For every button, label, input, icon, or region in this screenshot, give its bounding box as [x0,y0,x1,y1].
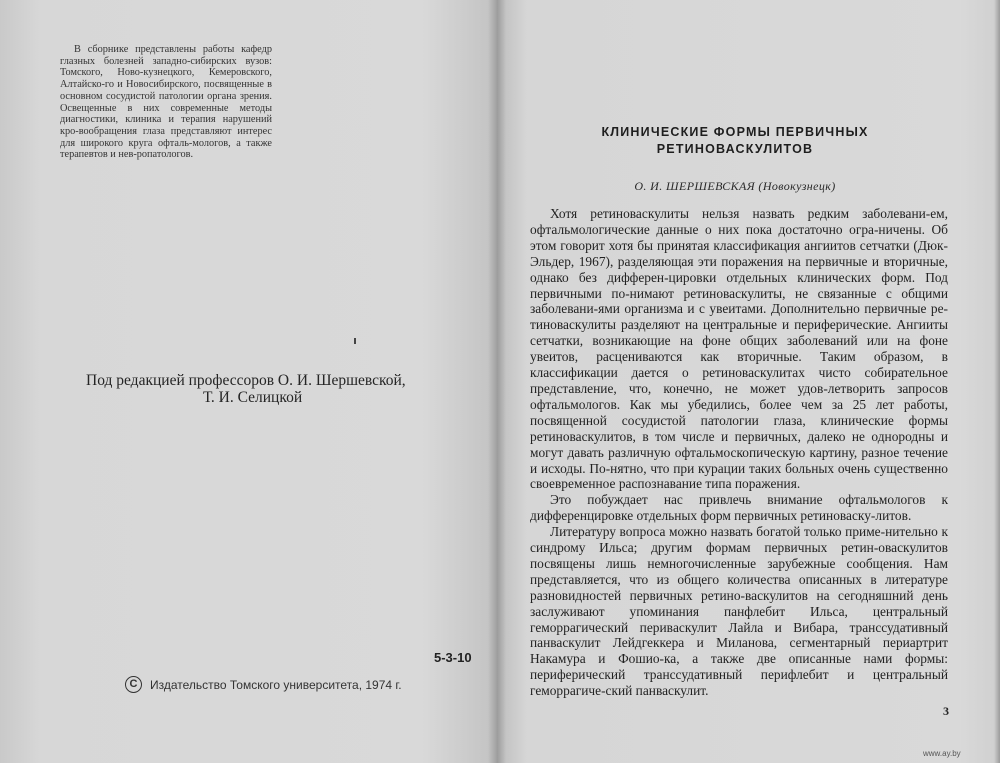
print-speck [354,338,356,344]
body-paragraph-2: Это побуждает нас привлечь внимание офтальмологов к дифференцировке отдельных форм первичных ретиноваску-литов. [530,492,948,524]
book-annotation: В сборнике представлены работы кафедр глазных болезней западно-сибирских вузов: Томского, Ново-кузнецкого, Кемеровского, Алтайско-го и Новосибирского, посвященные в основном сосудистой патологии органа зрения. Освещенные в них современные методы диагностики, клиника и терапия нарушений кро-вообращения глаза представляют интерес для широкого круга офталь-мологов, а также терапевтов и нев-ропатологов. [60,44,272,161]
copyright-icon: C [125,676,142,693]
article-title-line-1: КЛИНИЧЕСКИЕ ФОРМЫ ПЕРВИЧНЫХ [601,125,869,139]
article-title [560,124,910,158]
publisher-text: Издательство Томского университета, 1974 г. [150,677,402,692]
body-paragraph-1: Хотя ретиноваскулиты нельзя назвать редким заболевани-ем, офтальмологические данные о них пока достаточно огра-ничены. Об этом говорит хотя бы принятая классификация ангиитов сетчатки (Дюк-Эльдер, 1967), разделяющая эти поражения на первичные и вторичные, однако без дифферен-цировки отдельных клинических форм. Под первичными по-нимают ретиноваскулиты, не связанные с общими заболевани-ями организма и с увеитами. Дополнительно первичные ре-тиноваскулиты разделяют на центральные и периферические. Ангииты сетчатки, возникающие на фоне общих заболеваний или на фоне увеитов, расцениваются как вторичные. Таким образом, в классификации дается о ретиноваскулитах чисто собирательное представление, что, конечно, не может удов-летворить запросов офтальмологов. Как мы убедились, более чем за 25 лет работы, посвященной сосудистой патологии глаза, клинические формы ретиноваскулитов, в том числе и первичных, далеко не однородны и могут давать различную офтальмоскопическую картину, разное течение и исходы. По-нятно, что при курации таких больных очень существенно своевременное распознавание типа поражения. [530,206,948,492]
article-author: О. И. ШЕРШЕВСКАЯ (Новокузнецк) [634,179,836,193]
body-paragraph-3: Литературу вопроса можно назвать богатой только приме-нительно к синдрому Ильса; другим формам первичных ретин-оваскулитов посвящены лишь немногочисленные зарубежные сообщения. Нам представляется, что из общего количества описанных в литературе разновидностей первичных ретино-васкулитов на сегодняшний день заслуживают упоминания панфлебит Ильса, центральный геморрагический перивaскулит Лайла и Вибара, транссудативный панваскулит Лейдгеккера и Миланова, сегментарный периартрит Накамура и Фошио-ка, а также две описанные нами формы: периферический транссудативный перифлебит и центральный геморрагиче-ский панваскулит. [530,524,948,699]
site-watermark: www.ay.by [923,749,961,758]
editors-line-1: Под редакцией профессоров О. И. Шершевской, [86,372,406,389]
article-body [530,206,948,699]
editors-line-2: Т. И. Селицкой [203,389,303,406]
catalog-code: 5-3-10 [434,650,472,665]
page-edge-shadow [994,0,1000,763]
article-title-line-2: РЕТИНОВАСКУЛИТОВ [656,142,814,156]
page-number: 3 [943,704,949,718]
book-gutter [488,0,506,763]
publisher-imprint [125,676,402,693]
left-page [0,0,497,763]
editors-credit [86,372,446,406]
